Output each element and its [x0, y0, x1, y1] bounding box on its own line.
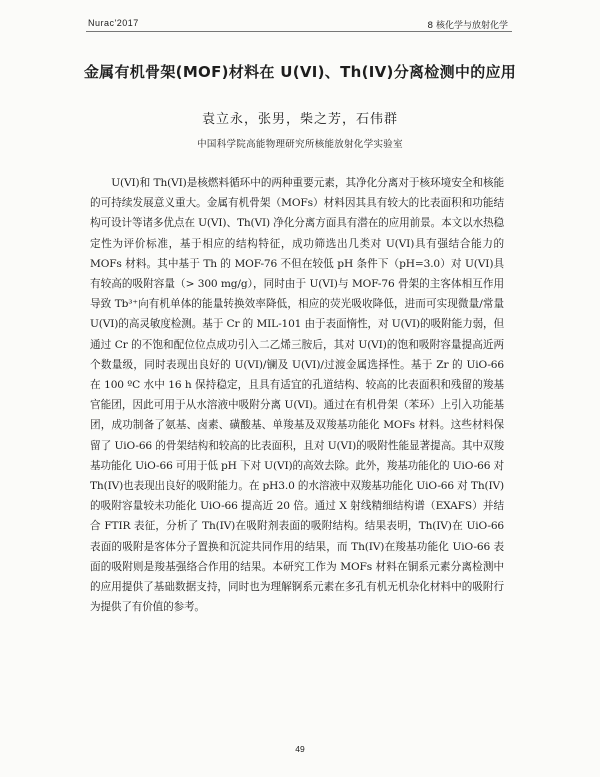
- paper-authors: 袁立永，张男，柴之芳，石伟群: [201, 112, 398, 127]
- paper-affiliation: 中国科学院高能物理研究所核能放射化学实验室: [197, 139, 403, 150]
- header-section: 8 核化学与放射化学: [427, 21, 508, 31]
- header-conference: Nurac'2017: [88, 18, 139, 28]
- header-divider: [86, 31, 512, 32]
- abstract-body: U(VI)和 Th(VI)是核燃料循环中的两种重要元素，其净化分离对于核环境安全和核能的可持续发展意义重大。金属有机骨架（MOFs）材料因其具有较大的比表面积和功能结构可设计等诸多优点在 U(VI)、Th(VI) 净化分离方面具有潜在的应用前景。本文以水热稳定性为评价标准，基于相应的结构特征，成功筛选出几类对 U(VI)具有强结合能力的 MOFs 材料。其中基于 Th 的 MOF-76 不但在较低 pH 条件下（pH=3.0）对 U(VI)具有较高的吸附容量（> 300 mg/g），同时由于 U(VI)与 MOF-76 骨架的主客体相互作用导致 Tb³⁺向有机单体的能量转换效率降低，相应的荧光吸收降低，进而可实现微量/常量 U(VI)的高灵敏度检测。基于 Cr 的 MIL-101 由于表面惰性，对 U(VI)的吸附能力弱，但通过 Cr 的不饱和配位位点成功引入二乙烯三胺后，其对 U(VI)的饱和吸附容量提高近两个数量级，同时表现出良好的 U(VI)/镧及 U(VI)/过渡金属选择性。基于 Zr 的 UiO-66 在 100 ºC 水中 16 h 保持稳定，且具有适宜的孔道结构、较高的比表面积和残留的羧基官能团，因此可用于从水溶液中吸附分离 U(VI)。通过在有机骨架（苯环）上引入功能基团，成功制备了氨基、卤素、磺酸基、单羧基及双羧基功能化 MOFs 材料。这些材料保留了 UiO-66 的骨架结构和较高的比表面积，且对 U(VI)的吸附性能显著提高。其中双羧基功能化 UiO-66 可用于低 pH 下对 U(VI)的高效去除。此外，羧基功能化的 UiO-66 对 Th(IV)也表现出良好的吸附能力。在 pH3.0 的水溶液中双羧基功能化 UiO-66 对 Th(IV)的吸附容量较未功能化 UiO-66 提高近 20 倍。通过 X 射线精细结构谱（EXAFS）并结合 FTIR 表征，分析了 Th(IV)在吸附剂表面的吸附结构。结果表明，Th(IV)在 UiO-66 表面的吸附是客体分子置换和沉淀共同作用的结果，而 Th(IV)在羧基功能化 UiO-66 表面的吸附则是羧基强络合作用的结果。本研究工作为 MOFs 材料在铜系元素分离检测中的应用提供了基础数据支持，同时也为理解锕系元素在多孔有机无机杂化材料中的吸附行为提供了有价值的参考。: [90, 177, 504, 614]
- page-number: 49: [295, 744, 305, 754]
- paper-title: 金属有机骨架(MOF)材料在 U(VI)、Th(IV)分离检测中的应用: [83, 63, 517, 81]
